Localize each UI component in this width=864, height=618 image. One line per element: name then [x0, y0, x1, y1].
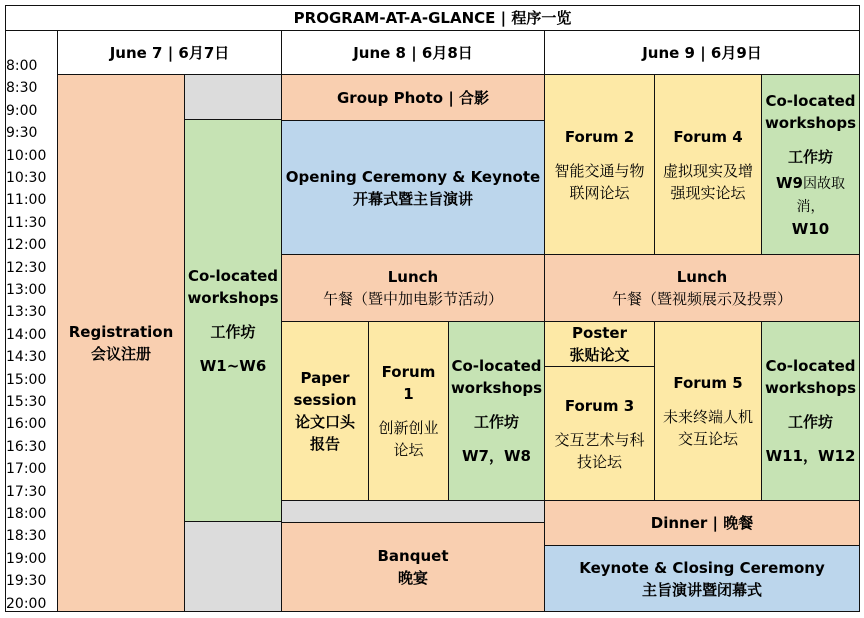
- time-label: 19:00: [6, 550, 47, 567]
- event-subtitle: 论文口头报告: [294, 413, 355, 453]
- time-label: 16:00: [6, 416, 47, 433]
- event-title: Forum 2: [564, 127, 635, 146]
- event-subtitle: 未来终端人机交互论坛: [662, 408, 753, 448]
- time-label: 10:00: [6, 147, 47, 164]
- event-title: Opening Ceremony & Keynote: [285, 167, 541, 186]
- time-label: 17:30: [6, 483, 47, 500]
- event-subtitle: 智能交通与物联网论坛: [554, 161, 645, 202]
- time-label: 10:30: [6, 170, 47, 186]
- event-subtitle: 主旨演讲暨闭幕式: [641, 580, 762, 599]
- day-header-june9: [544, 30, 860, 75]
- event-title: Forum 5: [673, 374, 743, 392]
- event-title: Banquet: [377, 547, 449, 565]
- event-title: Registration: [68, 323, 174, 341]
- event-title: Keynote & Closing Ceremony: [579, 558, 825, 577]
- day-header-june7: [57, 30, 282, 75]
- event-title: Co-located workshops: [764, 91, 857, 132]
- workshop-ids: W9: [776, 173, 803, 192]
- event-title: Poster: [572, 324, 627, 342]
- registration-block: [57, 74, 185, 612]
- time-label: 13:30: [6, 304, 47, 321]
- empty-slot: [184, 521, 282, 612]
- event-subtitle: 工作坊: [787, 147, 833, 166]
- event-subtitle: 开幕式暨主旨演讲: [352, 189, 473, 208]
- time-label: 14:00: [6, 326, 47, 343]
- event-subtitle: 张贴论文: [569, 346, 630, 364]
- day-label: June 8 | 6月8日: [353, 43, 473, 62]
- time-label: 8:00: [6, 58, 38, 74]
- day-label: June 9 | 6月9日: [642, 43, 762, 62]
- dinner-block: [544, 500, 860, 546]
- time-label: 9:00: [6, 102, 38, 119]
- event-title: Paper session: [293, 369, 357, 409]
- event-subtitle: 午餐（暨视频展示及投票）: [611, 290, 792, 308]
- time-label: 16:30: [6, 438, 47, 455]
- day-label: June 7 | 6月7日: [109, 43, 230, 62]
- time-label: 13:00: [6, 282, 47, 298]
- time-label: 12:00: [6, 237, 47, 254]
- workshops-june9-pm-block: [761, 321, 860, 501]
- lunch-june9-block: [544, 254, 860, 322]
- closing-ceremony-block: [544, 545, 860, 612]
- time-label: 14:30: [6, 349, 47, 366]
- forum5-block: [654, 321, 762, 501]
- event-title: Forum 4: [673, 127, 743, 146]
- event-title: Lunch: [387, 268, 439, 286]
- workshops-june9-am-block: [761, 74, 860, 255]
- event-subtitle: 工作坊: [787, 413, 833, 431]
- workshop-ids: W11，W12: [765, 447, 856, 465]
- time-label: 8:30: [6, 80, 38, 97]
- time-label: 11:30: [6, 214, 47, 231]
- time-label: 18:30: [6, 528, 47, 545]
- event-subtitle: 创新创业论坛: [378, 419, 439, 459]
- time-label: 15:00: [6, 371, 47, 388]
- paper-session-block: [281, 321, 369, 501]
- workshop-ids: W7，W8: [462, 447, 531, 465]
- cancel-note: 因故取消，: [796, 175, 845, 215]
- time-label: 15:30: [6, 394, 47, 410]
- title-text: PROGRAM-AT-A-GLANCE | 程序一览: [293, 9, 572, 27]
- empty-slot: [281, 500, 545, 523]
- workshop-ids: W10: [791, 219, 830, 238]
- lunch-june8-block: [281, 254, 545, 322]
- event-subtitle: 虚拟现实及增强现实论坛: [662, 161, 753, 202]
- event-subtitle: 交互艺术与科技论坛: [554, 430, 645, 471]
- page-title: [5, 5, 860, 31]
- event-subtitle: 工作坊: [473, 413, 519, 431]
- time-label: 18:00: [6, 506, 47, 522]
- event-subtitle: 会议注册: [90, 345, 151, 363]
- time-label: 19:30: [6, 573, 47, 590]
- workshops-june7-block: [184, 119, 282, 522]
- forum4-block: [654, 74, 762, 255]
- day-header-june8: [281, 30, 545, 75]
- time-label: 17:00: [6, 461, 47, 478]
- event-title: Co-located workshops: [764, 357, 857, 397]
- time-label: 9:30: [6, 125, 38, 142]
- event-subtitle: 工作坊: [210, 322, 256, 341]
- poster-block: [544, 321, 655, 367]
- event-title: Group Photo | 合影: [336, 88, 490, 107]
- time-label: 12:30: [6, 259, 47, 276]
- event-title: Forum 1: [381, 363, 436, 403]
- group-photo-block: [281, 74, 545, 121]
- forum2-block: [544, 74, 655, 255]
- workshop-ids: W1~W6: [199, 356, 267, 375]
- workshops-june8-block: [448, 321, 545, 501]
- event-title: Co-located workshops: [187, 266, 279, 307]
- forum1-block: [368, 321, 449, 501]
- banquet-block: [281, 522, 545, 612]
- event-title: Dinner | 晚餐: [650, 514, 754, 532]
- opening-ceremony-block: [281, 120, 545, 255]
- time-label: 20:00: [6, 595, 47, 612]
- forum3-block: [544, 366, 655, 501]
- event-title: Co-located workshops: [450, 357, 543, 397]
- empty-slot: [184, 74, 282, 120]
- event-subtitle: 晚宴: [397, 569, 428, 587]
- time-label: 11:00: [6, 192, 47, 209]
- event-title: Forum 3: [564, 396, 635, 415]
- event-subtitle: 午餐（暨中加电影节活动）: [322, 290, 503, 308]
- event-title: Lunch: [676, 268, 728, 286]
